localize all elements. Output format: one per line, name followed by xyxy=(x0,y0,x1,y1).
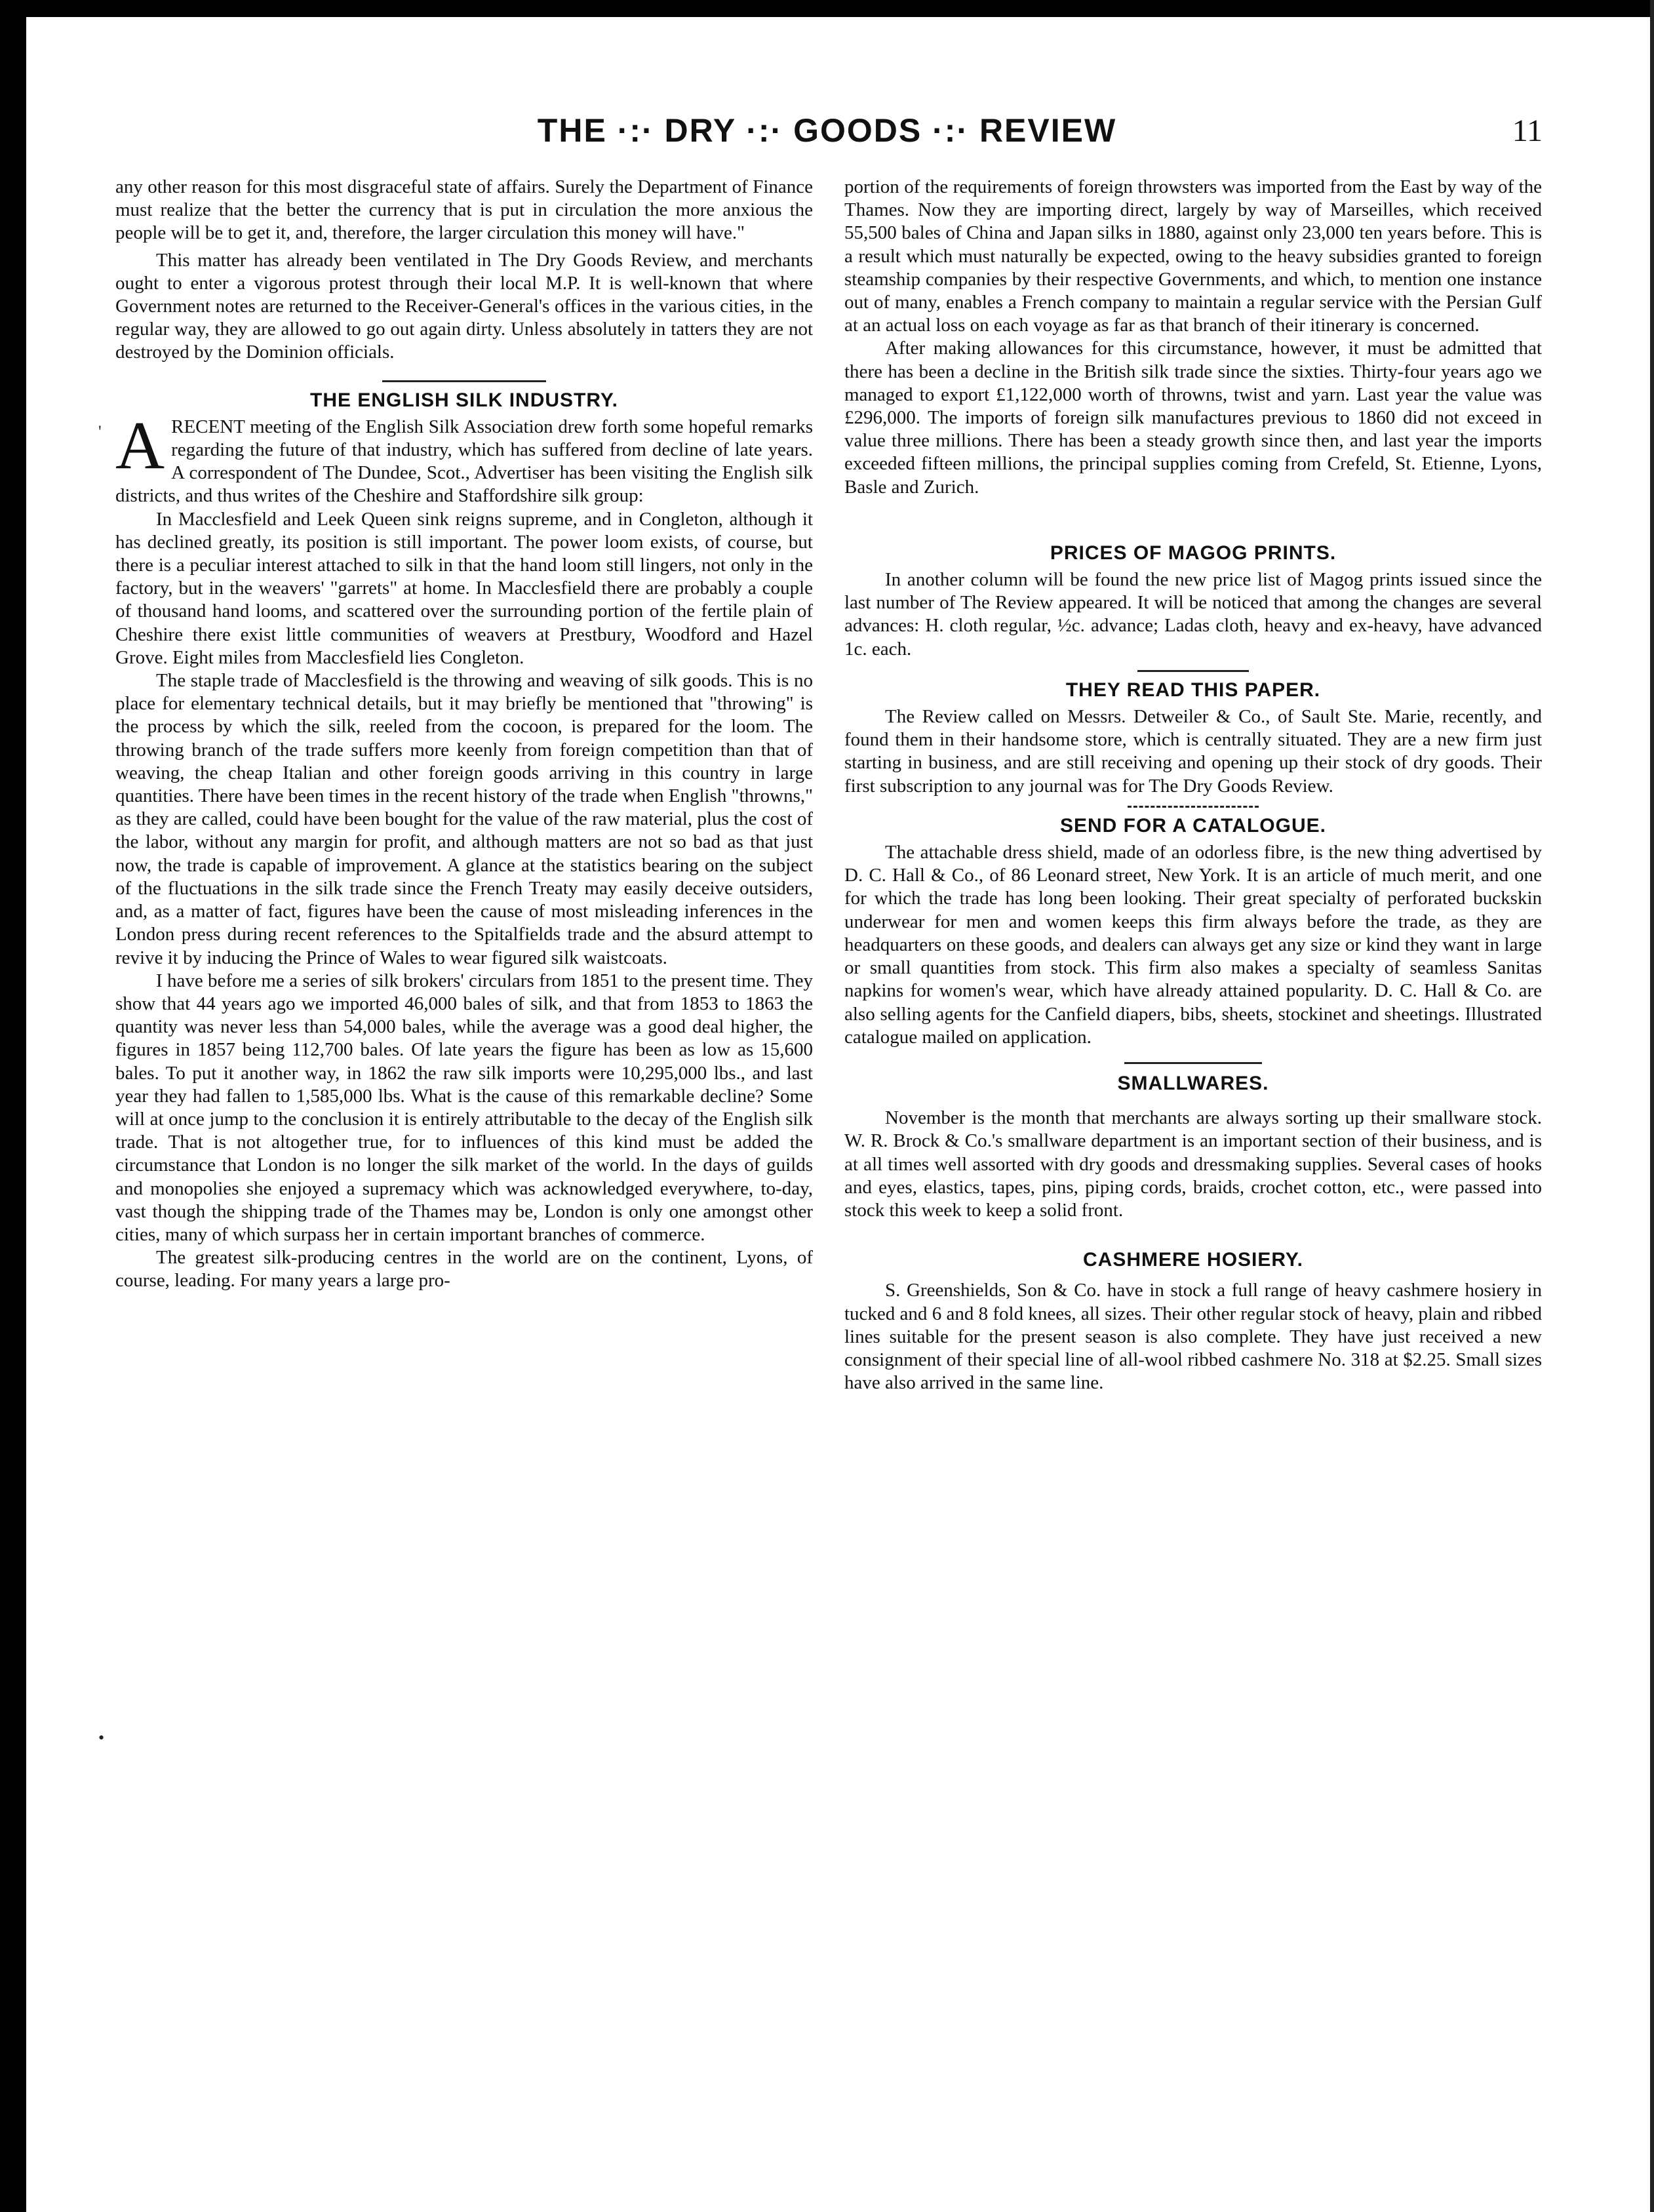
article-paragraph: S. Greenshields, Son & Co. have in stock a full range of heavy cashmere hosiery in tucked and 6 and 8 fold knees, all sizes. Their other regular stock of heavy, plain and ribbed lines suitable for the present season is also complete. They have just received a new consignment of their special line of all-wool ribbed cashmere No. 318 at $2.25. Small sizes have also arrived in the same line. xyxy=(844,1280,1542,1394)
left-column xyxy=(115,176,813,1293)
section-heading-cashmere: CASHMERE HOSIERY. xyxy=(1083,1249,1303,1271)
article-paragraph: This matter has already been ventilated in The Dry Goods Review, and merchants ought to enter a vigorous protest through their local M.P. It is well-known that where Government notes are returned to the Receiver-General's offices in the various cities, in the regular way, they are allowed to go out again dirty. Unless absolutely in tatters they are not destroyed by the Dominion officials. xyxy=(115,249,813,363)
article-paragraph: portion of the requirements of foreign throwsters was imported from the East by way of the Thames. Now they are importing direct, largely by way of Marseilles, which received 55,500 bales of China and Japan silks in 1880, against only 23,000 ten years before. This is a result which must naturally be expected, owing to the heavy subsidies granted to foreign steamship companies by their respective Governments, and which, to mention one instance out of many, enables a French company to maintain a regular service with the Persian Gulf at an actual loss on each voyage as far as that branch of their itinerary is concerned. xyxy=(844,176,1542,336)
article-paragraph: The Review called on Messrs. Detweiler & Co., of Sault Ste. Marie, recently, and found them in their handsome store, which is centrally situated. They are a new firm just starting in business, and are still receiving and opening up their stock of dry goods. Their first subscription to any journal was for The Dry Goods Review. xyxy=(844,706,1542,797)
section-rule xyxy=(1137,670,1249,672)
drop-cap: A xyxy=(115,407,165,483)
margin-mark: • xyxy=(98,1728,105,1747)
article-paragraph: any other reason for this most disgraceful state of affairs. Surely the Department of Finance must realize that the better the currency that is put in circulation the more anxious the people will be to get it, and, therefore, the larger circulation this money will have." xyxy=(115,176,813,244)
page-number: 11 xyxy=(1512,113,1543,148)
article-paragraph: In another column will be found the new price list of Magog prints issued since the last number of The Review appeared. It will be noticed that among the changes are several advances: H. cloth regular, ½c. advance; Ladas cloth, heavy and ex-heavy, have advanced 1c. each. xyxy=(844,569,1542,660)
article-paragraph: ARECENT meeting of the English Silk Association drew forth some hopeful remarks regarding the future of that industry, which has suffered from decline of late years. A correspondent of The Dundee, Scot., Advertiser has been visiting the English silk districts, and thus writes of the Cheshire and Staffordshire silk group: xyxy=(115,407,813,507)
scan-border-left xyxy=(0,0,26,2212)
section-heading-catalogue: SEND FOR A CATALOGUE. xyxy=(1060,814,1326,837)
article-paragraph: In Macclesfield and Leek Queen sink reigns supreme, and in Congleton, although it has declined greatly, its position is still important. The power loom exists, of course, but there is a peculiar interest attached to silk in that the hand loom still lingers, not only in the factory, but in the weavers' "garrets" at home. In Macclesfield there are probably a couple of thousand hand looms, and scattered over the surrounding portion of the fertile plain of Cheshire there exist little communities of weavers at Prestbury, Woodford and Hazel Grove. Eight miles from Macclesfield lies Congleton. xyxy=(115,508,813,668)
section-heading-smallwares: SMALLWARES. xyxy=(1117,1072,1269,1094)
article-paragraph: After making allowances for this circumstance, however, it must be admitted that there has been a decline in the British silk trade since the sixties. Thirty-four years ago we managed to export £1,122,000 worth of throwns, twist and yarn. Last year the value was £296,000. The imports of foreign silk manufactures previous to 1860 did not exceed in value three millions. There has been a steady growth since then, and last year the imports exceeded fifteen millions, the principal supplies coming from Crefeld, St. Etienne, Lyons, Basle and Zurich. xyxy=(844,338,1542,498)
masthead-title: THE ·:· DRY ·:· GOODS ·:· REVIEW xyxy=(537,112,1117,149)
page-header xyxy=(111,111,1543,164)
section-heading-english-silk: THE ENGLISH SILK INDUSTRY. xyxy=(310,389,618,411)
margin-mark: ' xyxy=(98,422,102,441)
section-rule xyxy=(382,380,546,382)
article-paragraph: I have before me a series of silk brokers' circulars from 1851 to the present time. They show that 44 years ago we imported 46,000 bales of silk, and that from 1853 to 1863 the quantity was never less than 54,000 bales, while the average was a good deal higher, the figures in 1857 being 112,700 bales. Of late years the figure has been as low as 15,600 bales. To put it another way, in 1862 the raw silk imports were 10,295,000 lbs., and last year they had fallen to 1,585,000 lbs. What is the cause of this remarkable decline? Some will at once jump to the conclusion it is entirely attributable to the decay of the English silk trade. That is not altogether true, for to influences of this kind must be added the circumstance that London is no longer the silk market of the world. In the days of guilds and monopolies she enjoyed a supremacy which was acknowledged everywhere, to-day, vast though the shipping trade of the Thames may be, London is only one amongst other cities, many of which surpass her in certain important branches of commerce. xyxy=(115,970,813,1245)
right-column xyxy=(844,176,1542,1394)
article-paragraph: The staple trade of Macclesfield is the throwing and weaving of silk goods. This is no place for elementary technical details, but it may briefly be mentioned that "throwing" is the process by which the silk, reeled from the cocoon, is prepared for the loom. The throwing branch of the trade suffers more keenly from foreign competition than that of weaving, the cheap Italian and other foreign goods arriving in this country in large quantities. There have been times in the recent history of the trade when English "throwns," as they are called, could have been bought for the value of the raw material, plus the cost of the labor, without any margin for profit, and although matters are not so bad as that just now, the trade is capable of improvement. A glance at the statistics bearing on the subject of the fluctuations in the silk trade since the French Treaty may easily deceive outsiders, and, as a matter of fact, figures have been the cause of most misleading inferences in the London press during recent references to the Spitalfields trade and the absurd attempt to revive it by inducing the Prince of Wales to wear figured silk waistcoats. xyxy=(115,670,813,968)
article-paragraph: The greatest silk-producing centres in the world are on the continent, Lyons, of course, leading. For many years a large pro- xyxy=(115,1247,813,1292)
section-heading-they-read: THEY READ THIS PAPER. xyxy=(1065,679,1321,701)
section-heading-magog-prints: PRICES OF MAGOG PRINTS. xyxy=(1050,542,1337,564)
article-paragraph: November is the month that merchants are always sorting up their smallware stock. W. R. Brock & Co.'s smallware department is an important section of their business, and is at all times well assorted with dry goods and dressmaking supplies. Several cases of hooks and eyes, elastics, tapes, pins, piping cords, braids, crochet cotton, etc., were passed into stock this week to keep a solid front. xyxy=(844,1107,1542,1221)
section-rule xyxy=(1128,806,1259,809)
scan-border-right xyxy=(1650,0,1654,2212)
section-rule xyxy=(1124,1062,1262,1064)
article-paragraph: The attachable dress shield, made of an odorless fibre, is the new thing advertised by D. C. Hall & Co., of 86 Leonard street, New York. It is an article of much merit, and one for which the trade has long been looking. Their great specialty of perforated buckskin underwear for men and women keeps this firm always before the trade, as they are headquarters on these goods, and dealers can always get any size or kind they want in large or small quantities from stock. This firm also makes a specialty of seamless Sanitas napkins for women's wear, which have already attained popularity. D. C. Hall & Co. are also selling agents for the Canfield diapers, bibs, sheets, stockinet and sheetings. Illustrated catalogue mailed on application. xyxy=(844,842,1542,1048)
scan-border-top xyxy=(0,0,1654,17)
